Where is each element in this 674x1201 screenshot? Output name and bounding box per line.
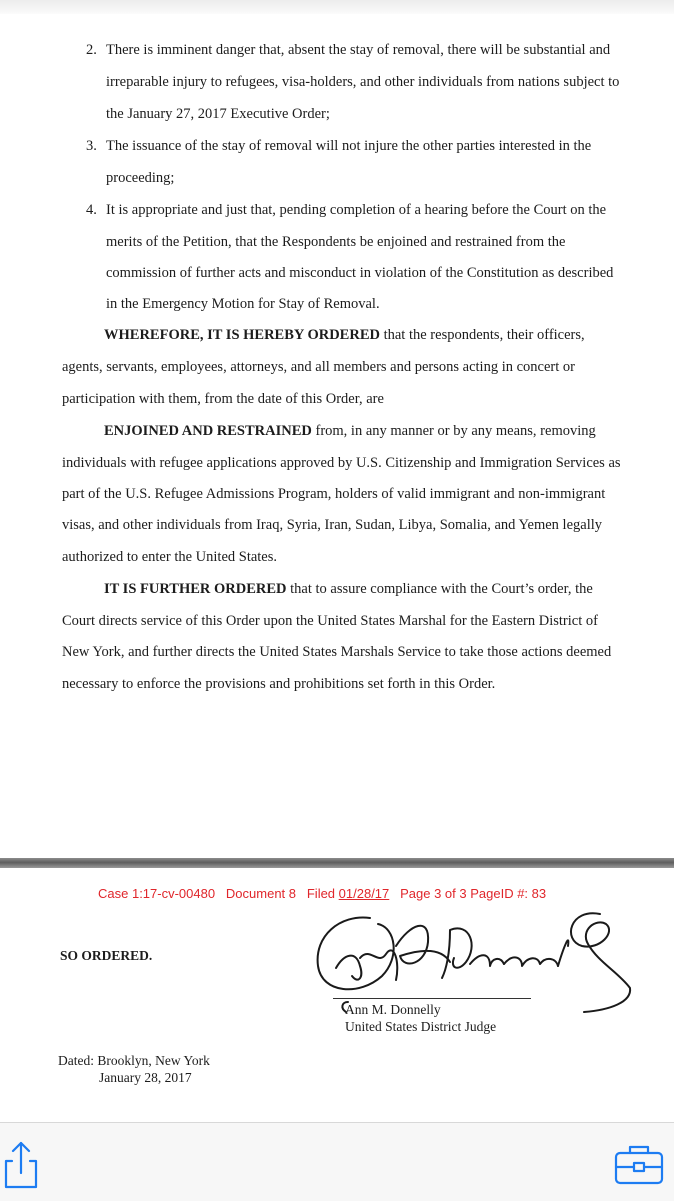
- further-bold: IT IS FURTHER ORDERED: [104, 581, 287, 597]
- text-line: commission of further acts and misconduct in violation of the Constitution as described: [106, 265, 614, 281]
- header-document: Document 8: [225, 886, 297, 901]
- enjoined-rest: from, in any manner or by any means, removing: [311, 423, 596, 439]
- enjoined-bold: ENJOINED AND RESTRAINED: [104, 423, 312, 439]
- text-line: participation with them, from the date of this Order, are: [62, 391, 384, 407]
- text-line: authorized to enter the United States.: [62, 549, 278, 565]
- header-filed-date: 01/28/17: [338, 886, 390, 901]
- judge-name: Ann M. Donnelly: [345, 1002, 441, 1017]
- header-filed-label: Filed: [306, 886, 339, 901]
- text-line: The issuance of the stay of removal will not injure the other parties interested in the: [106, 138, 592, 154]
- wherefore-line: [104, 327, 585, 344]
- share-icon: [2, 1139, 46, 1189]
- header-page: Page 3 of 3 PageID #: 83: [400, 886, 547, 901]
- wherefore-bold: WHEREFORE, IT IS HEREBY ORDERED: [104, 327, 380, 343]
- item-number: 4.: [86, 202, 97, 218]
- text-line: the January 27, 2017 Executive Order;: [106, 106, 330, 122]
- ecf-header: [98, 886, 546, 901]
- wherefore-rest: that the respondents, their officers,: [379, 327, 585, 343]
- text-line: There is imminent danger that, absent the stay of removal, there will be substantial and: [106, 42, 611, 58]
- item-number: 2.: [86, 42, 97, 58]
- dated-date: January 28, 2017: [99, 1070, 192, 1085]
- so-ordered: SO ORDERED.: [60, 948, 153, 963]
- signature-line: [333, 998, 531, 999]
- text-line: Court directs service of this Order upon the United States Marshal for the Eastern District of: [62, 613, 598, 629]
- toolbox-icon: [612, 1139, 666, 1189]
- text-line: necessary to enforce the provisions and prohibitions set forth in this Order.: [62, 676, 496, 692]
- text-line: It is appropriate and just that, pending completion of a hearing before the Court on the: [106, 202, 607, 218]
- document-page-3: [0, 868, 674, 1122]
- further-rest: that to assure compliance with the Court’s order, the: [286, 581, 593, 597]
- text-line: merits of the Petition, that the Respondents be enjoined and restrained from the: [106, 234, 566, 250]
- text-line: visas, and other individuals from Iraq, Syria, Iran, Sudan, Libya, Somalia, and Yemen legally: [62, 517, 603, 533]
- top-edge: [0, 0, 674, 14]
- text-line: proceeding;: [106, 170, 175, 186]
- text-line: individuals with refugee applications approved by U.S. Citizenship and Immigration Services as: [62, 455, 621, 471]
- text-line: irreparable injury to refugees, visa-holders, and other individuals from nations subject to: [106, 74, 620, 90]
- text-line: agents, servants, employees, attorneys, and all members and persons acting in concert or: [62, 359, 575, 375]
- text-line: part of the U.S. Refugee Admissions Program, holders of valid immigrant and non-immigrant: [62, 486, 606, 502]
- header-case: Case 1:17-cv-00480: [98, 886, 216, 901]
- toolbox-button[interactable]: [612, 1139, 666, 1189]
- enjoined-line: [104, 423, 596, 440]
- page-separator: [0, 858, 674, 868]
- dated-location: Dated: Brooklyn, New York: [58, 1053, 210, 1068]
- share-button[interactable]: [2, 1139, 46, 1189]
- judge-title: United States District Judge: [345, 1019, 497, 1034]
- further-line: [104, 581, 593, 598]
- bottom-toolbar: [0, 1122, 674, 1201]
- text-line: New York, and further directs the United States Marshals Service to take those actions deemed: [62, 644, 612, 660]
- document-page: [0, 14, 674, 858]
- text-line: in the Emergency Motion for Stay of Removal.: [106, 296, 380, 312]
- item-number: 3.: [86, 138, 97, 154]
